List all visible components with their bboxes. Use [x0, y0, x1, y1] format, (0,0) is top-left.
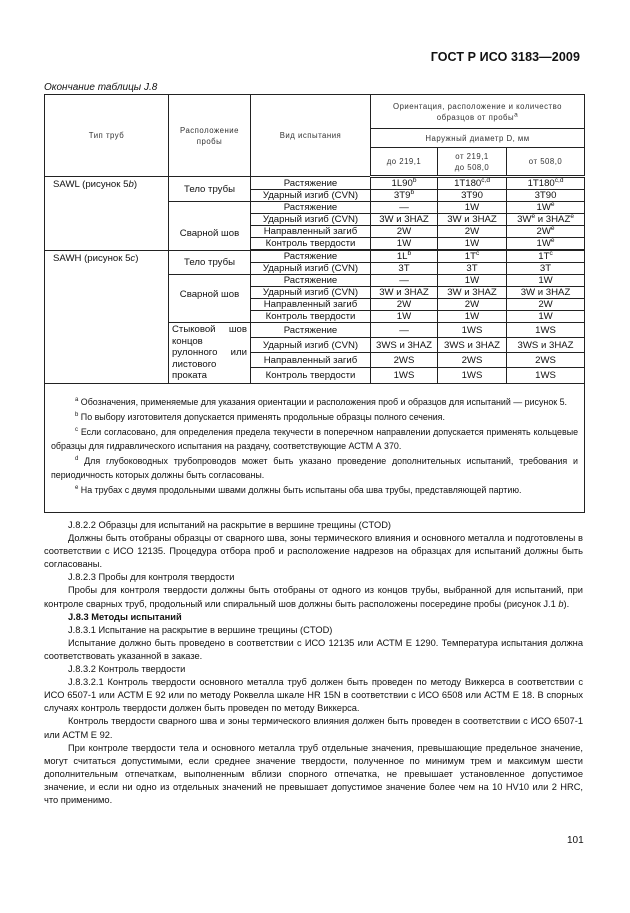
- value-d1: $1L^b$: [371, 251, 438, 263]
- test-name: Контроль твердости: [251, 238, 371, 250]
- header-pipe-type: Тип труб: [45, 95, 169, 177]
- value-d1: 3W и 3HAZ: [371, 287, 438, 299]
- value-d3: 1T180$^{c,d}$: [507, 177, 585, 190]
- value-d3: 1W: [507, 311, 585, 323]
- test-name: Направленный загиб: [251, 353, 371, 368]
- value-d1: —: [371, 275, 438, 287]
- value-d1: 2W: [371, 299, 438, 311]
- value-d1: 1W: [371, 311, 438, 323]
- value-d2: 1WS: [438, 323, 507, 338]
- test-name: Растяжение: [251, 202, 371, 214]
- paragraph: Должны быть отобраны образцы от сварного шва, зоны термического влияния и основного металла и подготовлены в соответствии с ИСО 12135. Процедура отбора проб и расположение надрезов на образцах для испытаний должны быть согласованы.: [44, 533, 583, 570]
- value-d2: 1W: [438, 202, 507, 214]
- test-name: Направленный загиб: [251, 226, 371, 238]
- section-heading: J.8.2.2 Образцы для испытаний на раскрытие в вершине трещины (CTOD): [68, 520, 392, 530]
- table-caption: Окончание таблицы J.8: [44, 82, 158, 93]
- value-d1: 3WS и 3HAZ: [371, 338, 438, 353]
- value-d1: 2WS: [371, 353, 438, 368]
- paragraph: J.8.3.2.1 Контроль твердости основного металла труб должен быть проведен по методу Виккерса в соответствии с ИСО 6507-1 или АСТМ Е 92 или по методу Роквелла шкале HR 15N в соответствии с ИСО 6508 или АСТМ Е 18. В спорных случаях контроль твердости должен быть проведен по методу Виккерса.: [44, 677, 583, 714]
- value-d2: 3WS и 3HAZ: [438, 338, 507, 353]
- value-d3: 1W: [507, 275, 585, 287]
- value-d3: $2W^e$: [507, 226, 585, 238]
- value-d3: $1W^e$: [507, 238, 585, 250]
- section-heading: J.8.3.1 Испытание на раскрытие в вершине трещины (CTOD): [68, 624, 333, 635]
- location-weld: Сварной шов: [169, 202, 251, 251]
- value-d2: 3T: [438, 263, 507, 275]
- header-diameter: Наружный диаметр D, мм: [371, 129, 585, 148]
- value-d2: 2WS: [438, 353, 507, 368]
- test-name: Ударный изгиб (CVN): [251, 214, 371, 226]
- test-name: Растяжение: [251, 251, 371, 263]
- value-d2: 3T90: [438, 190, 507, 202]
- value-d3: 2W: [507, 299, 585, 311]
- value-d1: 2W: [371, 226, 438, 238]
- location-weld: Сварной шов: [169, 275, 251, 323]
- value-d3: $1W^e$: [507, 202, 585, 214]
- header-d3: от 508,0: [507, 148, 585, 177]
- note-d: $^d$ Для глубоководных трубопроводов может быть указано проведение дополнительных испытаний, требования и периодичность которых должны быть согласованы.: [51, 456, 579, 480]
- value-d3: 1WS: [507, 323, 585, 338]
- location-joint-weld: Стыковой шов концов рулонного или листового проката: [169, 323, 251, 384]
- value-d1: —: [371, 323, 438, 338]
- value-d2: 1WS: [438, 368, 507, 383]
- value-d1: 3T: [371, 263, 438, 275]
- value-d2: 3W и 3HAZ: [438, 287, 507, 299]
- note-b: $^b$ По выбору изготовителя допускается применять продольные образцы полного сечения.: [75, 411, 445, 422]
- value-d3: 2WS: [507, 353, 585, 368]
- value-d2: 2W: [438, 299, 507, 311]
- body-text: [44, 519, 583, 807]
- value-d1: —: [371, 202, 438, 214]
- paragraph: Контроль твердости сварного шва и зоны термического влияния должен быть проведен в соответствии с ИСО 6507-1 или АСТМ Е 92.: [44, 716, 583, 740]
- value-d2: 2W: [438, 226, 507, 238]
- test-name: Ударный изгиб (CVN): [251, 190, 371, 202]
- value-d3: 1WS: [507, 368, 585, 383]
- value-d1: 3T9$^b$: [371, 190, 438, 202]
- section-heading: J.8.2.3 Пробы для контроля твердости: [68, 572, 235, 583]
- value-d2: 1W: [438, 311, 507, 323]
- test-name: Ударный изгиб (CVN): [251, 338, 371, 353]
- test-name: Растяжение: [251, 177, 371, 190]
- value-d1: 1L90$^b$: [371, 177, 438, 190]
- value-d3: $3W^e$ и 3HAZ$^e$: [507, 214, 585, 226]
- section-heading: J.8.3 Методы испытаний: [68, 611, 182, 622]
- paragraph: При контроле твердости тела и основного металла труб отдельные значения, превышающие предельное значение, могут считаться допустимыми, если среднее значение твердости, полученное по минимум трем и максимум шести дополнительным отпечаткам, выполненным вблизи спорного отпечатка, не превышает установленное допустимое значение, и если ни одно из отдельных значений не превышает допустимое значение более чем на 10 HV10 или 2 HRC, что применимо.: [44, 742, 583, 805]
- table-notes: [45, 383, 585, 512]
- value-d2: 1W: [438, 275, 507, 287]
- header-sample-location: Расположение пробы: [169, 95, 251, 177]
- value-d3: 3WS и 3HAZ: [507, 338, 585, 353]
- location-body: Тело трубы: [169, 177, 251, 202]
- test-name: Растяжение: [251, 323, 371, 338]
- header-orientation: Ориентация, расположение и количество образцов от пробы$^a$: [371, 95, 585, 129]
- value-d1: 1WS: [371, 368, 438, 383]
- header-test-type: Вид испытания: [251, 95, 371, 177]
- value-d2: 3W и 3HAZ: [438, 214, 507, 226]
- paragraph: Пробы для контроля твердости должны быть отобраны от одного из концов трубы, выбранной для испытаний, при контроле сварных труб, продольный или спиральный шов должны быть расположены посередине пробы (рисунок J.1 b).: [44, 585, 583, 609]
- value-d1: 1W: [371, 238, 438, 250]
- section-heading: J.8.3.2 Контроль твердости: [68, 664, 186, 675]
- value-d3: $1T^c$: [507, 251, 585, 263]
- value-d3: 3T90: [507, 190, 585, 202]
- note-c: $^c$ Если согласовано, для определения предела текучести в поперечном направлении допускается применять кольцевые образцы для гидравлического испытания на раздачу, соответствующие АСТМ А 370.: [51, 427, 579, 451]
- pipe-type-sawl: SAWL (рисунок 5b): [45, 177, 169, 251]
- value-d3: 3W и 3HAZ: [507, 287, 585, 299]
- standard-designation: ГОСТ Р ИСО 3183—2009: [430, 50, 580, 64]
- test-name: Ударный изгиб (CVN): [251, 263, 371, 275]
- pipe-type-sawh: SAWH (рисунок 5c): [45, 251, 169, 384]
- note-e: $^e$ На трубах с двумя продольными швами должны быть испытаны оба шва трубы, представляющей партию.: [75, 485, 522, 496]
- test-name: Ударный изгиб (CVN): [251, 287, 371, 299]
- page-number: 101: [567, 835, 584, 846]
- value-d2: $1T^c$: [438, 251, 507, 263]
- test-name: Растяжение: [251, 275, 371, 287]
- test-name: Контроль твердости: [251, 311, 371, 323]
- value-d3: 3T: [507, 263, 585, 275]
- location-body: Тело трубы: [169, 251, 251, 275]
- value-d2: 1W: [438, 238, 507, 250]
- test-name: Контроль твердости: [251, 368, 371, 383]
- note-a: $^a$ Обозначения, применяемые для указания ориентации и расположения проб и образцов для испытаний — рисунок 5.: [75, 396, 568, 407]
- test-name: Направленный загиб: [251, 299, 371, 311]
- header-d2: от 219,1 до 508,0: [438, 148, 507, 177]
- value-d2: 1T180$^{c,d}$: [438, 177, 507, 190]
- paragraph: Испытание должно быть проведено в соответствии с ИСО 12135 или АСТМ Е 1290. Температура испытания должна соответствовать указанной в заказе.: [44, 637, 583, 661]
- value-d1: 3W и 3HAZ: [371, 214, 438, 226]
- header-d1: до 219,1: [371, 148, 438, 177]
- tests-table: [44, 94, 585, 513]
